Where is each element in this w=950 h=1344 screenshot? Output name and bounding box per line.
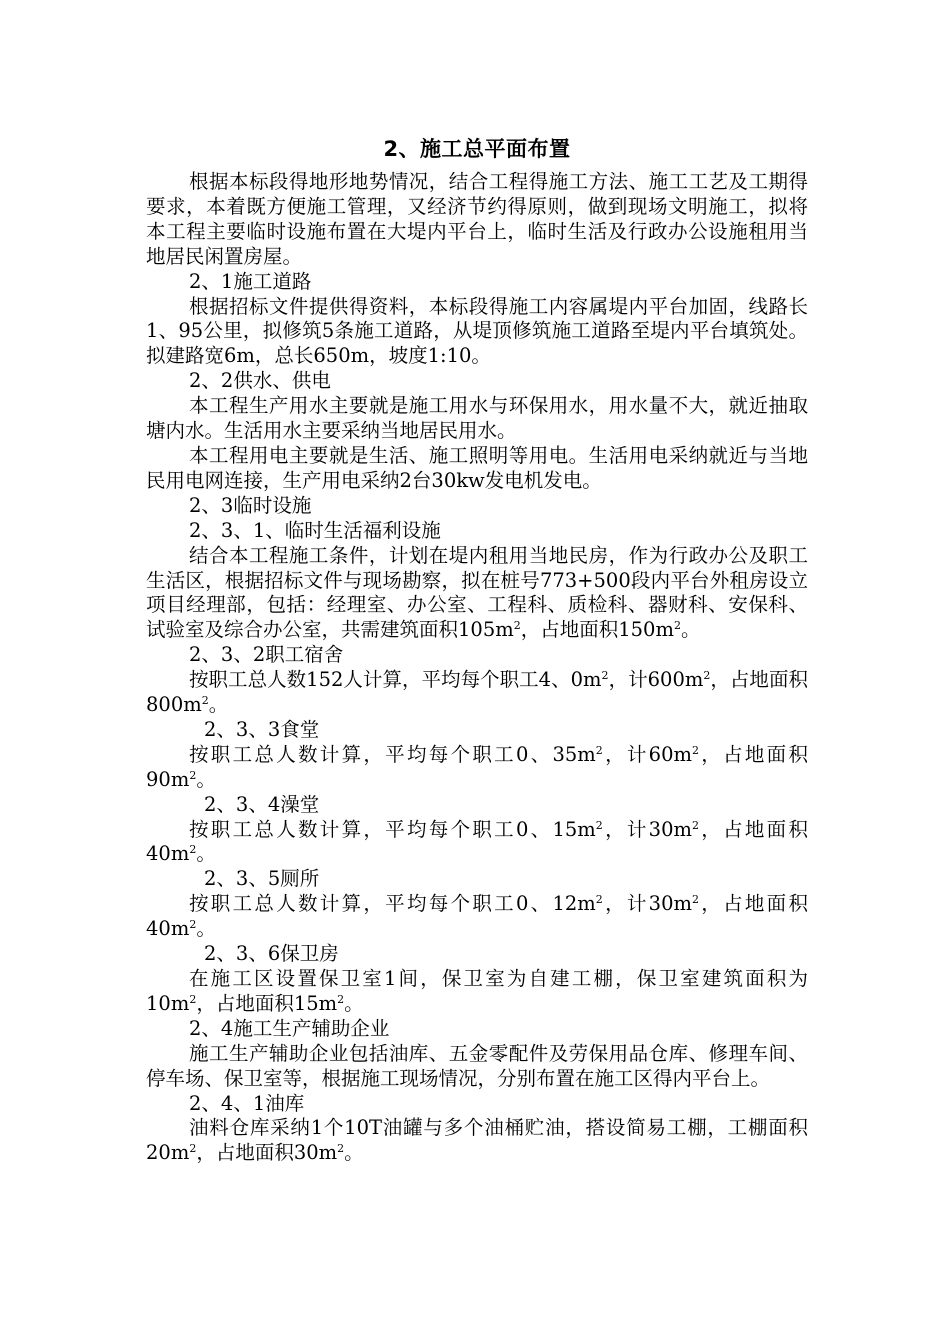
paragraph: 按职工总人数计算，平均每个职工0、$15m^2$，计$30m^2$，占地面积$40m^2$。 [146,817,808,866]
section-heading: 2、4施工生产辅助企业 [189,1016,390,1040]
document-body [146,170,808,1166]
section-heading: 2、3、1、临时生活福利设施 [189,518,441,542]
document-page [146,134,808,1166]
paragraph: 在施工区设置保卫室1间，保卫室为自建工棚，保卫室建筑面积为$10m^2$，占地面积$15m^2$。 [146,967,808,1015]
section-heading: 2、3临时设施 [189,493,312,517]
sub-heading: 2、3、6保卫房 [204,942,339,966]
sub-heading: 2、3、4澡堂 [204,792,320,816]
paragraph: 按职工总人数计算，平均每个职工0、$12m^2$，计$30m^2$，占地面积$40m^2$。 [146,892,808,941]
document-title: 2、施工总平面布置 [383,137,571,161]
paragraph: 本工程用电主要就是生活、施工照明等用电。生活用电采纳就近与当地民用电网连接，生产用电采纳2台30kw发电机发电。 [146,443,808,492]
paragraph: 施工生产辅助企业包括油库、五金零配件及劳保用品仓库、修理车间、停车场、保卫室等，根据施工现场情况，分别布置在施工区得内平台上。 [146,1041,808,1090]
paragraph: 根据招标文件提供得资料，本标段得施工内容属堤内平台加固，线路长1、95公里，拟修筑5条施工道路，从堤顶修筑施工道路至堤内平台填筑处。拟建路宽6m，总长650m，坡度1:10。 [146,294,808,368]
paragraph: 结合本工程施工条件，计划在堤内租用当地民房，作为行政办公及职工生活区，根据招标文件与现场勘察，拟在桩号773+500段内平台外租房设立项目经理部，包括：经理室、办公室、工程科、质检科、器财科、安保科、试验室及综合办公室，共需建筑面积$105m^2$，占地面积$150m^2$。 [146,543,808,642]
section-heading: 2、2供水、供电 [189,369,331,393]
sub-heading: 2、3、5厕所 [204,867,320,891]
section-heading: 2、1施工道路 [189,269,312,293]
paragraph: 根据本标段得地形地势情况，结合工程得施工方法、施工工艺及工期得要求，本着既方便施工管理，又经济节约得原则，做到现场文明施工，拟将本工程主要临时设施布置在大堤内平台上，临时生活及行政办公设施租用当地居民闲置房屋。 [146,170,808,268]
paragraph: 按职工总人数152人计算，平均每个职工4、$0m^2$，计$600m^2$，占地面积$800m^2$。 [146,668,808,717]
section-heading: 2、4、1油库 [189,1091,305,1115]
paragraph: 本工程生产用水主要就是施工用水与环保用水，用水量不大，就近抽取塘内水。生活用水主要采纳当地居民用水。 [146,394,808,443]
section-heading: 2、3、2职工宿舍 [189,643,344,667]
sub-heading: 2、3、3食堂 [204,717,320,741]
paragraph: 油料仓库采纳1个10T油罐与多个油桶贮油，搭设简易工棚，工棚面积$20m^2$，占地面积$30m^2$。 [146,1116,808,1165]
paragraph: 按职工总人数计算，平均每个职工0、$35m^2$，计$60m^2$，占地面积$90m^2$。 [146,742,808,791]
